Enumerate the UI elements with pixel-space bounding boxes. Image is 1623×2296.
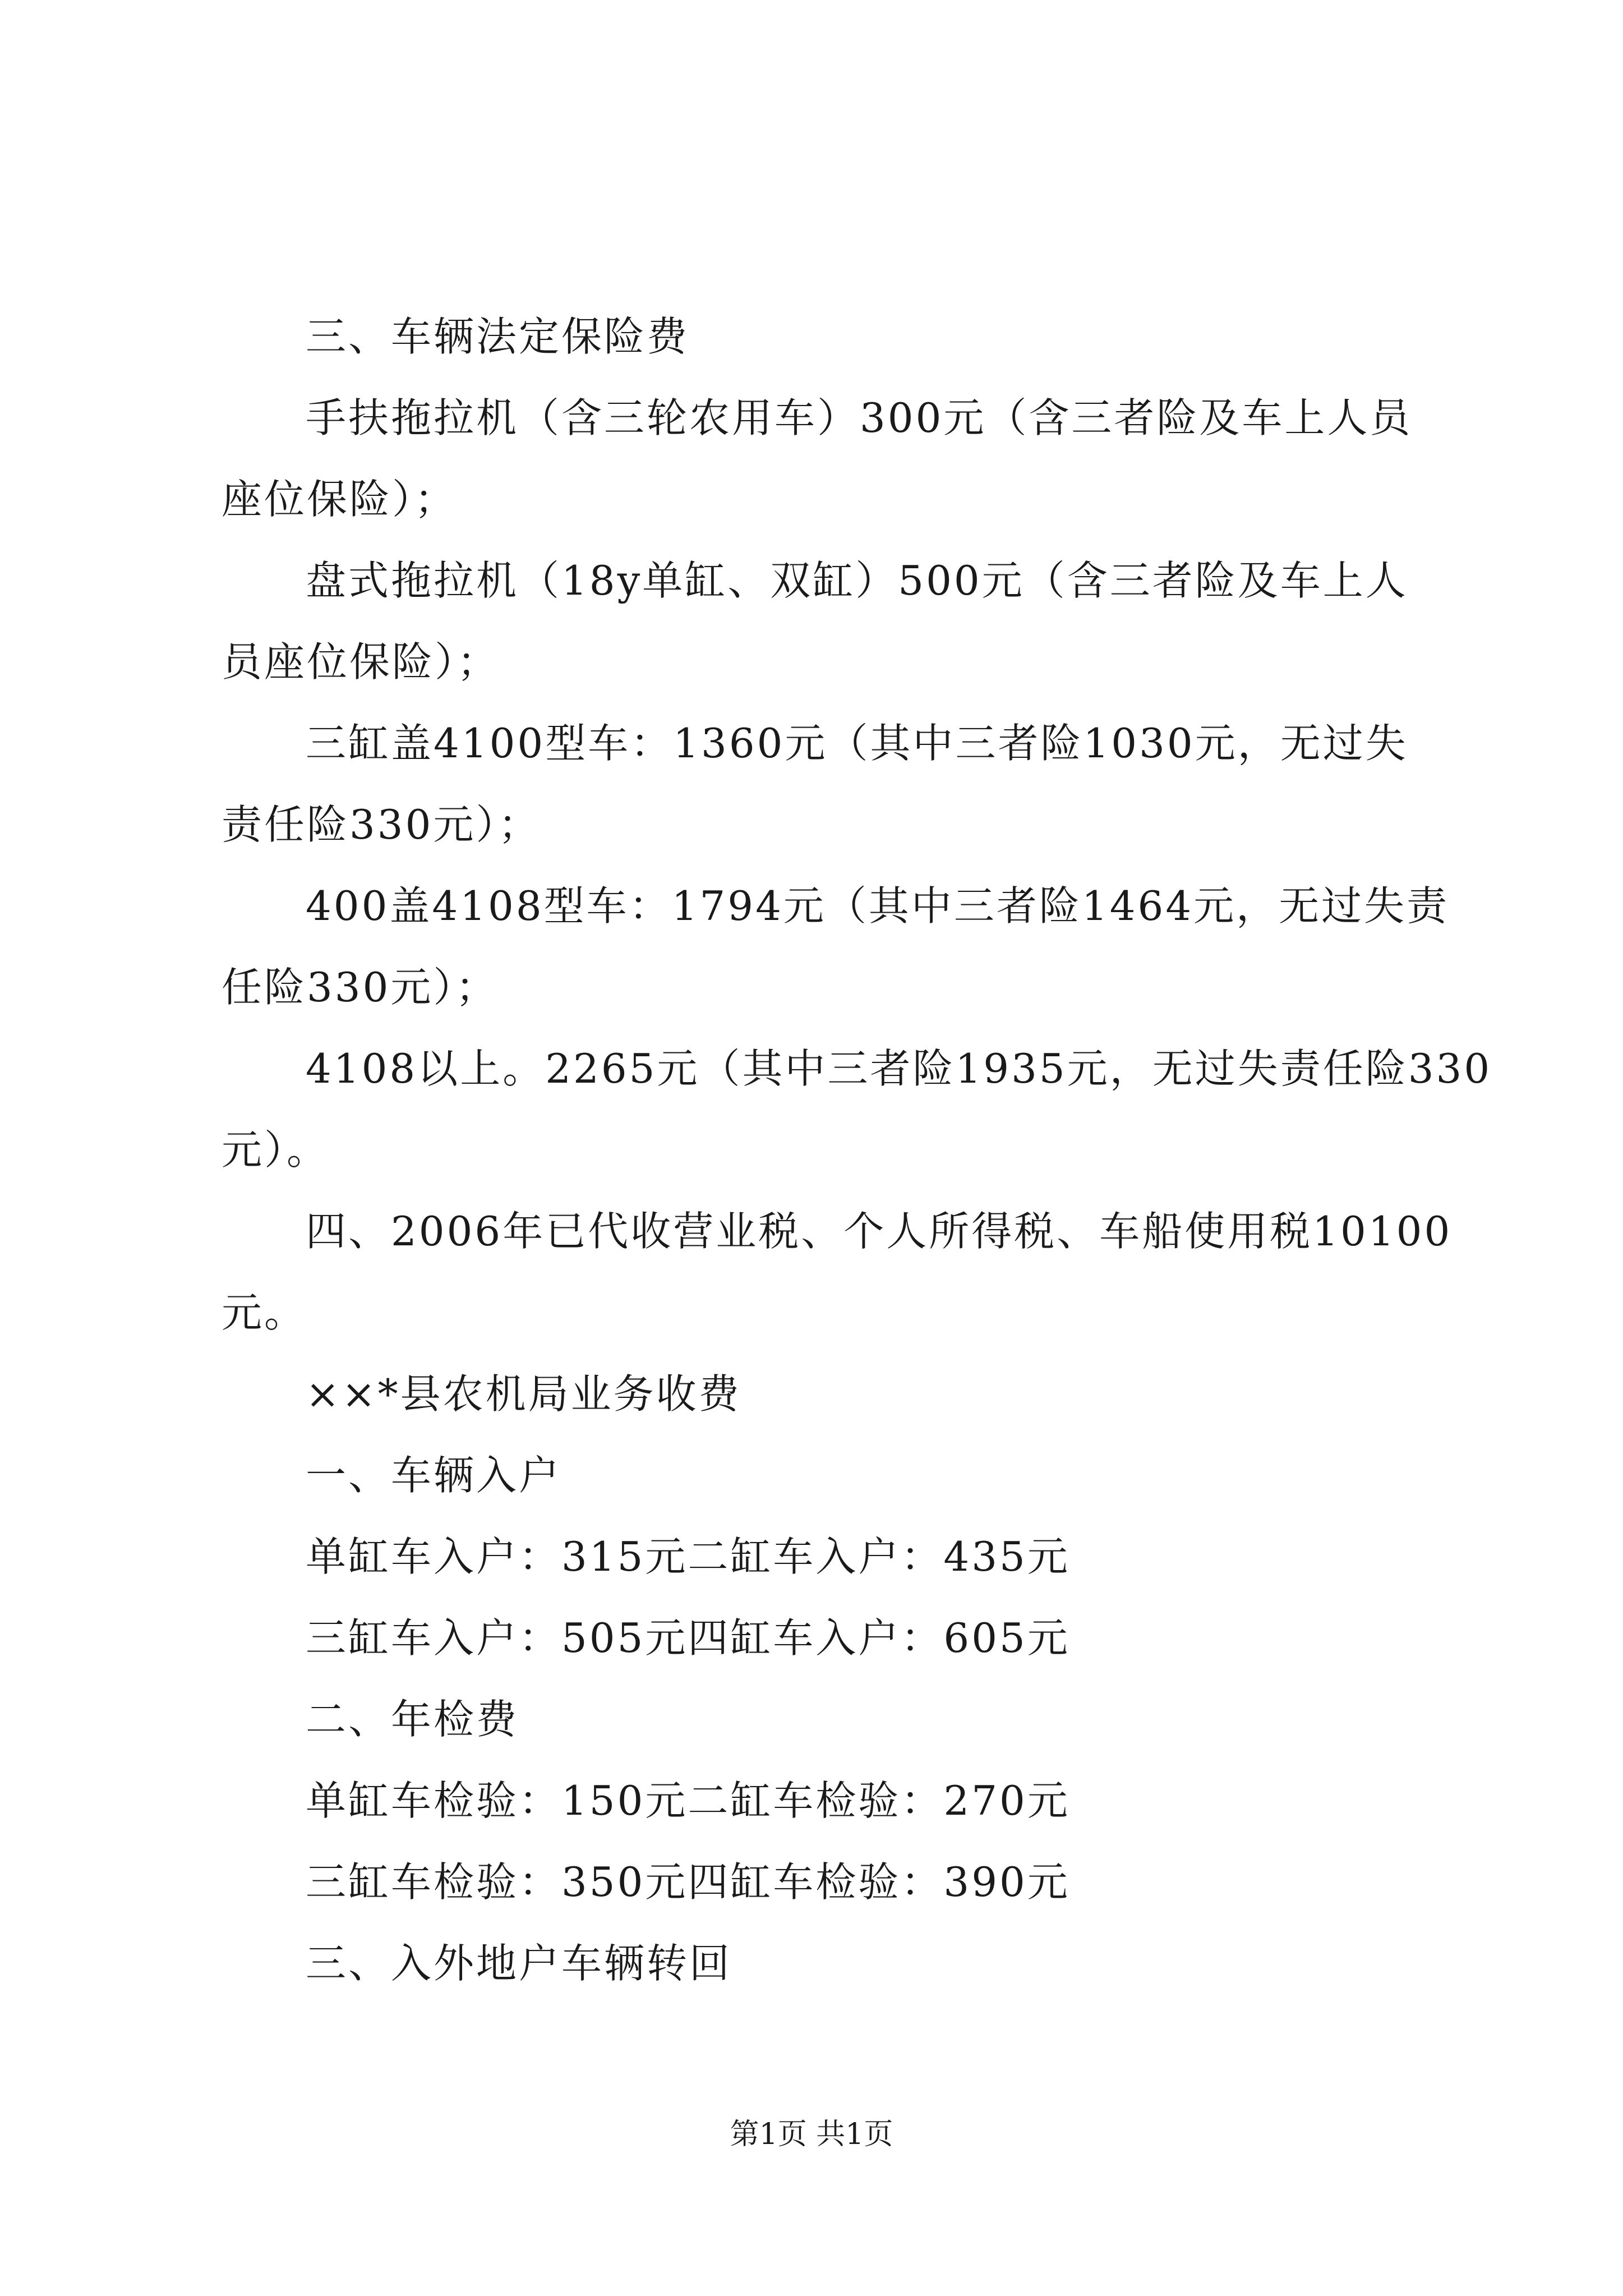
- paragraph-line: 员座位保险）；: [222, 638, 500, 685]
- paragraph-line: 元。: [222, 1289, 307, 1336]
- fee-line: 单缸车检验：150元二缸车检验：270元: [306, 1777, 1070, 1824]
- paragraph-line: 三缸盖4100型车：1360元（其中三者险1030元，无过失: [306, 720, 1408, 767]
- fee-line: 三缸车检验：350元四缸车检验：390元: [306, 1858, 1070, 1906]
- paragraph-line: 责任险330元）；: [222, 801, 541, 848]
- paragraph-line: 元）。: [222, 1126, 330, 1174]
- paragraph-line: 4108以上。2265元（其中三者险1935元，无过失责任险330: [306, 1045, 1492, 1092]
- paragraph-line: 座位保险）；: [222, 476, 458, 523]
- section-heading-inspection: 二、年检费: [306, 1696, 519, 1743]
- paragraph-line: 400盖4108型车：1794元（其中三者险1464元，无过失责: [306, 882, 1450, 930]
- paragraph-line: 四、2006年已代收营业税、个人所得税、车船使用税10100: [306, 1208, 1453, 1255]
- section-heading-registration: 一、车辆入户: [306, 1452, 562, 1499]
- fee-line: 三缸车入户：505元四缸车入户：605元: [306, 1614, 1070, 1662]
- paragraph-line: 任险330元）；: [222, 964, 499, 1011]
- paragraph-line: 盘式拖拉机（18y单缸、双缸）500元（含三者险及车上人: [306, 557, 1408, 604]
- page-number-footer: 第1页 共1页: [730, 2118, 893, 2151]
- paragraph-line: 手扶拖拉机（含三轮农用车）300元（含三者险及车上人员: [306, 394, 1413, 441]
- section-heading-insurance: 三、车辆法定保险费: [306, 313, 690, 360]
- section-heading-transfer: 三、入外地户车辆转回: [306, 1940, 732, 1987]
- document-subtitle: ××*县农机局业务收费: [306, 1370, 741, 1418]
- fee-line: 单缸车入户：315元二缸车入户：435元: [306, 1533, 1070, 1580]
